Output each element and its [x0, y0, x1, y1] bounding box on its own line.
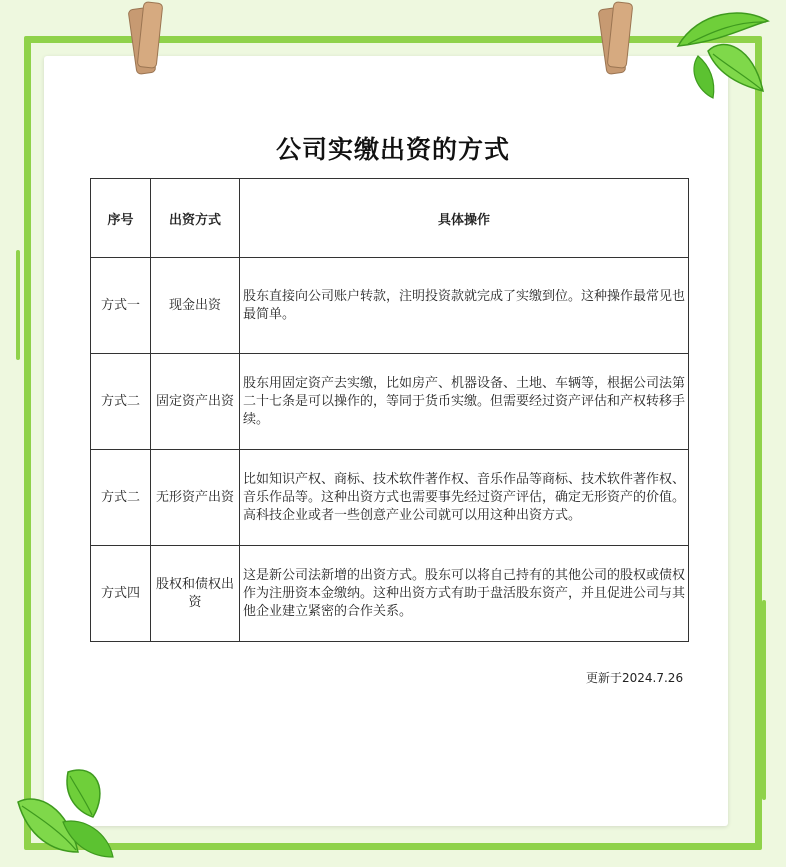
- updated-date: 更新于2024.7.26: [586, 671, 684, 685]
- table-header-row: [91, 179, 689, 258]
- table-row: [91, 354, 689, 450]
- row-index: 方式一: [91, 258, 151, 354]
- table-row: [91, 450, 689, 546]
- decor-line: [762, 600, 766, 800]
- funding-methods-table: [90, 178, 689, 642]
- row-method: 现金出资: [151, 258, 240, 354]
- row-operation: 股东直接向公司账户转款，注明投资款就完成了实缴到位。这种操作最常见也最简单。: [240, 258, 689, 354]
- header-method: 出资方式: [151, 179, 240, 258]
- leaf-icon: [8, 762, 118, 862]
- row-method: 股权和债权出资: [151, 546, 240, 642]
- table-row: [91, 258, 689, 354]
- row-index: 方式四: [91, 546, 151, 642]
- row-operation: 这是新公司法新增的出资方式。股东可以将自己持有的其他公司的股权或债权作为注册资本金缴纳。这种出资方式有助于盘活股东资产，并且促进公司与其他企业建立紧密的合作关系。: [240, 546, 689, 642]
- decor-line: [600, 845, 760, 849]
- row-index: 方式二: [91, 354, 151, 450]
- binder-clip-icon: [132, 2, 158, 72]
- row-operation: 比如知识产权、商标、技术软件著作权、音乐作品等商标、技术软件著作权、音乐作品等。这种出资方式也需要事先经过资产评估，确定无形资产的价值。高科技企业或者一些创意产业公司就可以用这种出资方式。: [240, 450, 689, 546]
- row-method: 固定资产出资: [151, 354, 240, 450]
- binder-clip-icon: [602, 2, 628, 72]
- table-row: [91, 546, 689, 642]
- row-index: 方式二: [91, 450, 151, 546]
- decor-line: [16, 250, 20, 360]
- row-operation: 股东用固定资产去实缴，比如房产、机器设备、土地、车辆等，根据公司法第二十七条是可以操作的，等同于货币实缴。但需要经过资产评估和产权转移手续。: [240, 354, 689, 450]
- row-method: 无形资产出资: [151, 450, 240, 546]
- header-operation: 具体操作: [240, 179, 689, 258]
- leaf-icon: [668, 6, 778, 101]
- header-index: 序号: [91, 179, 151, 258]
- page-title: 公司实缴出资的方式: [275, 135, 510, 164]
